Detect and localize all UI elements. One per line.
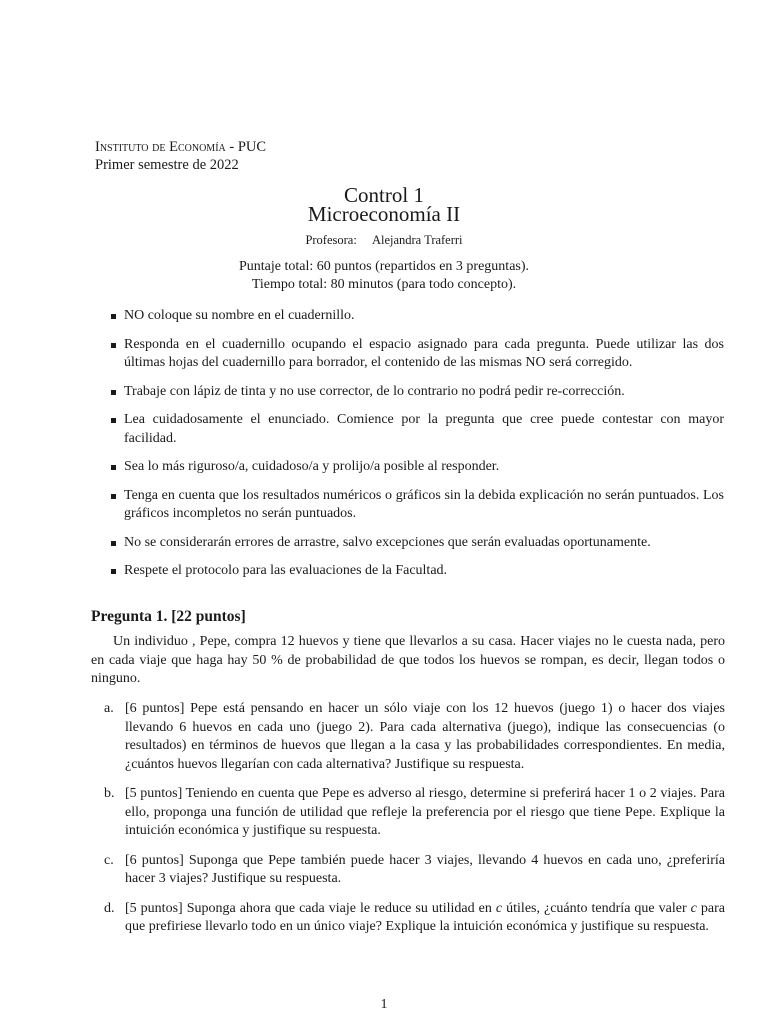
question-item bbox=[104, 700, 725, 774]
rule-text: Tenga en cuenta que los resultados numéricos o gráficos sin la debida explicación no serán puntuados. Los gráficos incompletos no serán puntuados. bbox=[124, 487, 724, 521]
item-text: [6 puntos] Pepe está pensando en hacer un sólo viaje con los 12 huevos (juego 1) o hacer dos viajes llevando 6 huevos en cada uno (juego 2). Para cada alternativa (juego), indique las consecuencias (o resultados) en términos de huevos que llegan a la casa y las probabilidades correspondientes. En media, ¿cuántos huevos llegarían con cada alternativa? Justifique su respuesta. bbox=[125, 701, 725, 772]
rule-text: NO coloque su nombre en el cuadernillo. bbox=[124, 308, 355, 323]
rule-text: Trabaje con lápiz de tinta y no use corrector, de lo contrario no podrá pedir re-corrección. bbox=[124, 383, 625, 399]
rules-list bbox=[108, 307, 724, 581]
bullet-icon bbox=[111, 569, 116, 574]
rule-item bbox=[108, 307, 724, 326]
math-variable: c bbox=[690, 900, 697, 916]
item-text-end: para que prefiriese llevarlo todo en un único viaje? Explique la intuición económica y justifique su respuesta. bbox=[125, 900, 726, 934]
question-item bbox=[104, 900, 725, 937]
item-text-middle: útiles, ¿cuánto tendría que valer bbox=[502, 900, 691, 916]
rule-text: Respete el protocolo para las evaluaciones de la Facultad. bbox=[124, 563, 448, 578]
bullet-icon bbox=[111, 343, 116, 348]
bullet-icon bbox=[111, 465, 116, 470]
bullet-icon bbox=[111, 390, 116, 395]
professor-name: Alejandra Traferri bbox=[371, 233, 463, 247]
professor-line bbox=[0, 233, 768, 248]
rule-item bbox=[108, 383, 724, 402]
item-text: [5 puntos] Teniendo en cuenta que Pepe es adverso al riesgo, determine si preferirá hacer 1 o 2 viajes. Para ello, proponga una función de utilidad que refleje la preferencia por el riesgo que tiene Pepe. Explique la intuición económica y justifique su respuesta. bbox=[125, 786, 725, 838]
item-text-start: [5 puntos] Suponga ahora que cada viaje le reduce su utilidad en bbox=[125, 900, 496, 916]
bullet-icon bbox=[111, 314, 116, 319]
rule-item bbox=[108, 336, 724, 373]
question-item bbox=[104, 852, 725, 889]
total-points: Puntaje total: 60 puntos (repartidos en 3 preguntas). bbox=[238, 259, 530, 274]
total-time: Tiempo total: 80 minutos (para todo concepto). bbox=[251, 277, 517, 292]
institute-name: Instituto de Economía - PUC bbox=[95, 139, 267, 155]
semester-term: Primer semestre de 2022 bbox=[95, 157, 239, 173]
item-label: c. bbox=[104, 852, 114, 868]
question-heading: Pregunta 1. [22 puntos] bbox=[91, 608, 246, 625]
rule-text: Sea lo más riguroso/a, cuidadoso/a y prolijo/a posible al responder. bbox=[124, 459, 500, 474]
rule-item bbox=[108, 487, 724, 524]
rule-item bbox=[108, 411, 724, 448]
item-text: [6 puntos] Suponga que Pepe también puede hacer 3 viajes, llevando 4 huevos en cada uno, ¿preferiría hacer 3 viajes? Justifique su respuesta. bbox=[125, 852, 725, 886]
bullet-icon bbox=[111, 418, 116, 423]
rule-text: Lea cuidadosamente el enunciado. Comience por la pregunta que cree puede contestar con mayor facilidad. bbox=[124, 412, 724, 446]
question-item bbox=[104, 785, 725, 841]
bullet-icon bbox=[111, 494, 116, 499]
question-items bbox=[104, 700, 725, 937]
rule-item bbox=[108, 562, 724, 581]
bullet-icon bbox=[111, 541, 116, 546]
rule-item bbox=[108, 534, 724, 553]
item-label: b. bbox=[104, 786, 115, 801]
rule-item bbox=[108, 458, 724, 477]
exam-title: Control 1 bbox=[344, 183, 424, 207]
math-variable: c bbox=[495, 900, 503, 916]
professor-label: Profesora: bbox=[305, 233, 357, 247]
question-intro: Un individuo , Pepe, compra 12 huevos y tiene que llevarlos a su casa. Hacer viajes no le cuesta nada, pero en cada viaje que haga hay 50 % de probabilidad de que todos los huevos se rompan, es decir, llegan todos o ninguno. bbox=[91, 634, 725, 686]
item-label: a. bbox=[104, 701, 114, 716]
course-title: Microeconomía II bbox=[307, 202, 461, 226]
page-number: 1 bbox=[380, 997, 388, 1012]
rule-text: Responda en el cuadernillo ocupando el espacio asignado para cada pregunta. Puede utilizar las dos últimas hojas del cuadernillo para borrador, el contenido de las mismas NO será corregido. bbox=[124, 336, 724, 370]
item-label: d. bbox=[104, 900, 115, 916]
rule-text: No se considerarán errores de arrastre, salvo excepciones que serán evaluadas oportunamente. bbox=[124, 534, 651, 550]
